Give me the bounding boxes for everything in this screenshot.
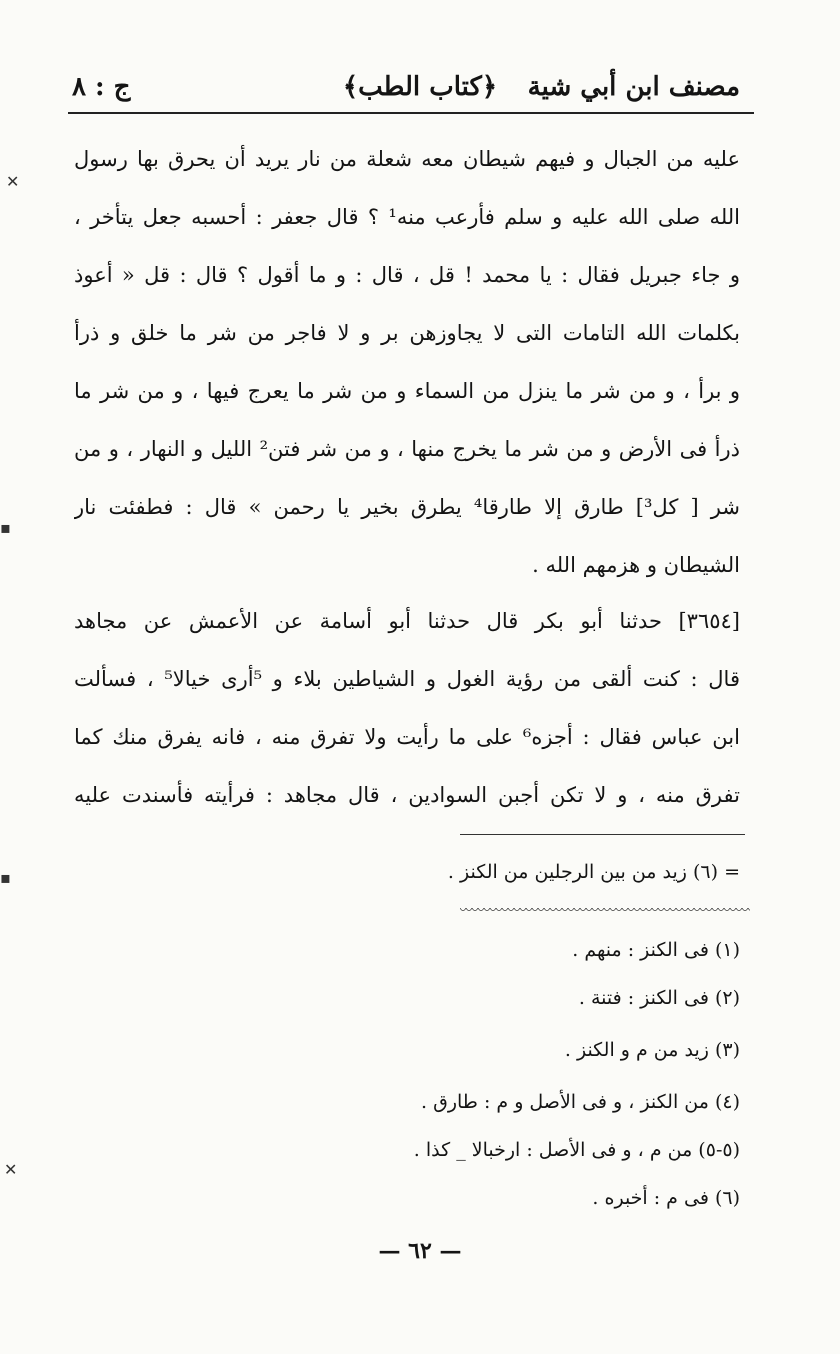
scan-mark: ▪ <box>0 868 11 887</box>
footnote-item: (١) فى الكنز : منهم . <box>572 939 740 961</box>
text-line: بكلمات الله التامات التى لا يجاوزهن بر و لا فاجر من شر ما خلق و ذرأ <box>74 321 740 345</box>
chapter-title: ﴿كتاب الطب﴾ <box>342 72 498 102</box>
hadith-paragraph <box>74 592 740 824</box>
footnote-item: (٣) زيد من م و الكنز . <box>564 1039 740 1061</box>
text-line: قال : كنت ألقى من رؤية الغول و الشياطين بلاء و ⁵أرى خيالا⁵ ، فسألت <box>74 667 740 691</box>
footnote-item: (٤) من الكنز ، و فى الأصل و م : طارق . <box>421 1091 740 1113</box>
scan-mark: ✕ <box>4 1160 18 1179</box>
volume-number: ج : ٨ <box>72 72 131 102</box>
footnote-separator <box>460 834 745 835</box>
footnote-item: (٢) فى الكنز : فتنة . <box>578 987 740 1009</box>
text-line: الشيطان و هزمهم الله . <box>532 553 740 577</box>
header-rule <box>68 112 754 114</box>
text-line: الله صلى الله عليه و سلم فأرعب منه¹ ؟ قال جعفر : أحسبه جعل يتأخر ، <box>74 205 740 229</box>
book-title: مصنف ابن أبي شية <box>527 72 740 102</box>
text-line: عليه من الجبال و فيهم شيطان معه شعلة من نار يريد أن يحرق بها رسول <box>74 147 740 171</box>
text-line: ذرأ فى الأرض و من شر ما يخرج منها ، و من شر فتن² الليل و النهار ، و من <box>74 437 740 461</box>
text-line: تفرق منه ، و لا تكن أجبن السوادين ، قال مجاهد : فرأيته فأسندت عليه <box>74 783 740 807</box>
text-line: [٣٦٥٤] حدثنا أبو بكر قال حدثنا أبو أسامة عن الأعمش عن مجاهد <box>74 609 740 633</box>
scan-mark: ✕ <box>6 172 20 191</box>
footnote-carried: = (٦) زيد من بين الرجلين من الكنز . <box>447 861 740 883</box>
scan-mark: ▪ <box>0 518 11 537</box>
footnote-item: (٦) فى م : أخبره . <box>592 1187 740 1209</box>
footnote-item: (٥-٥) من م ، و فى الأصل : ارخبالا _ كذا . <box>413 1139 740 1161</box>
text-line: ابن عباس فقال : أجزه⁶ على ما رأيت ولا تفرق منه ، فانه يفرق منك كما <box>74 725 740 749</box>
page-number: — ٦٢ — <box>378 1238 462 1264</box>
main-paragraph <box>74 130 740 594</box>
text-line: و برأ ، و من شر ما ينزل من السماء و من شر ما يعرج فيها ، و من شر ما <box>74 379 740 403</box>
text-line: شر [ كل³] طارق إلا طارقا⁴ يطرق بخير يا رحمن » قال : فطفئت نار <box>74 495 740 519</box>
footnote-wavy-rule <box>460 908 750 914</box>
text-line: و جاء جبريل فقال : يا محمد ! قل ، قال : و ما أقول ؟ قال : قل « أعوذ <box>74 263 740 287</box>
